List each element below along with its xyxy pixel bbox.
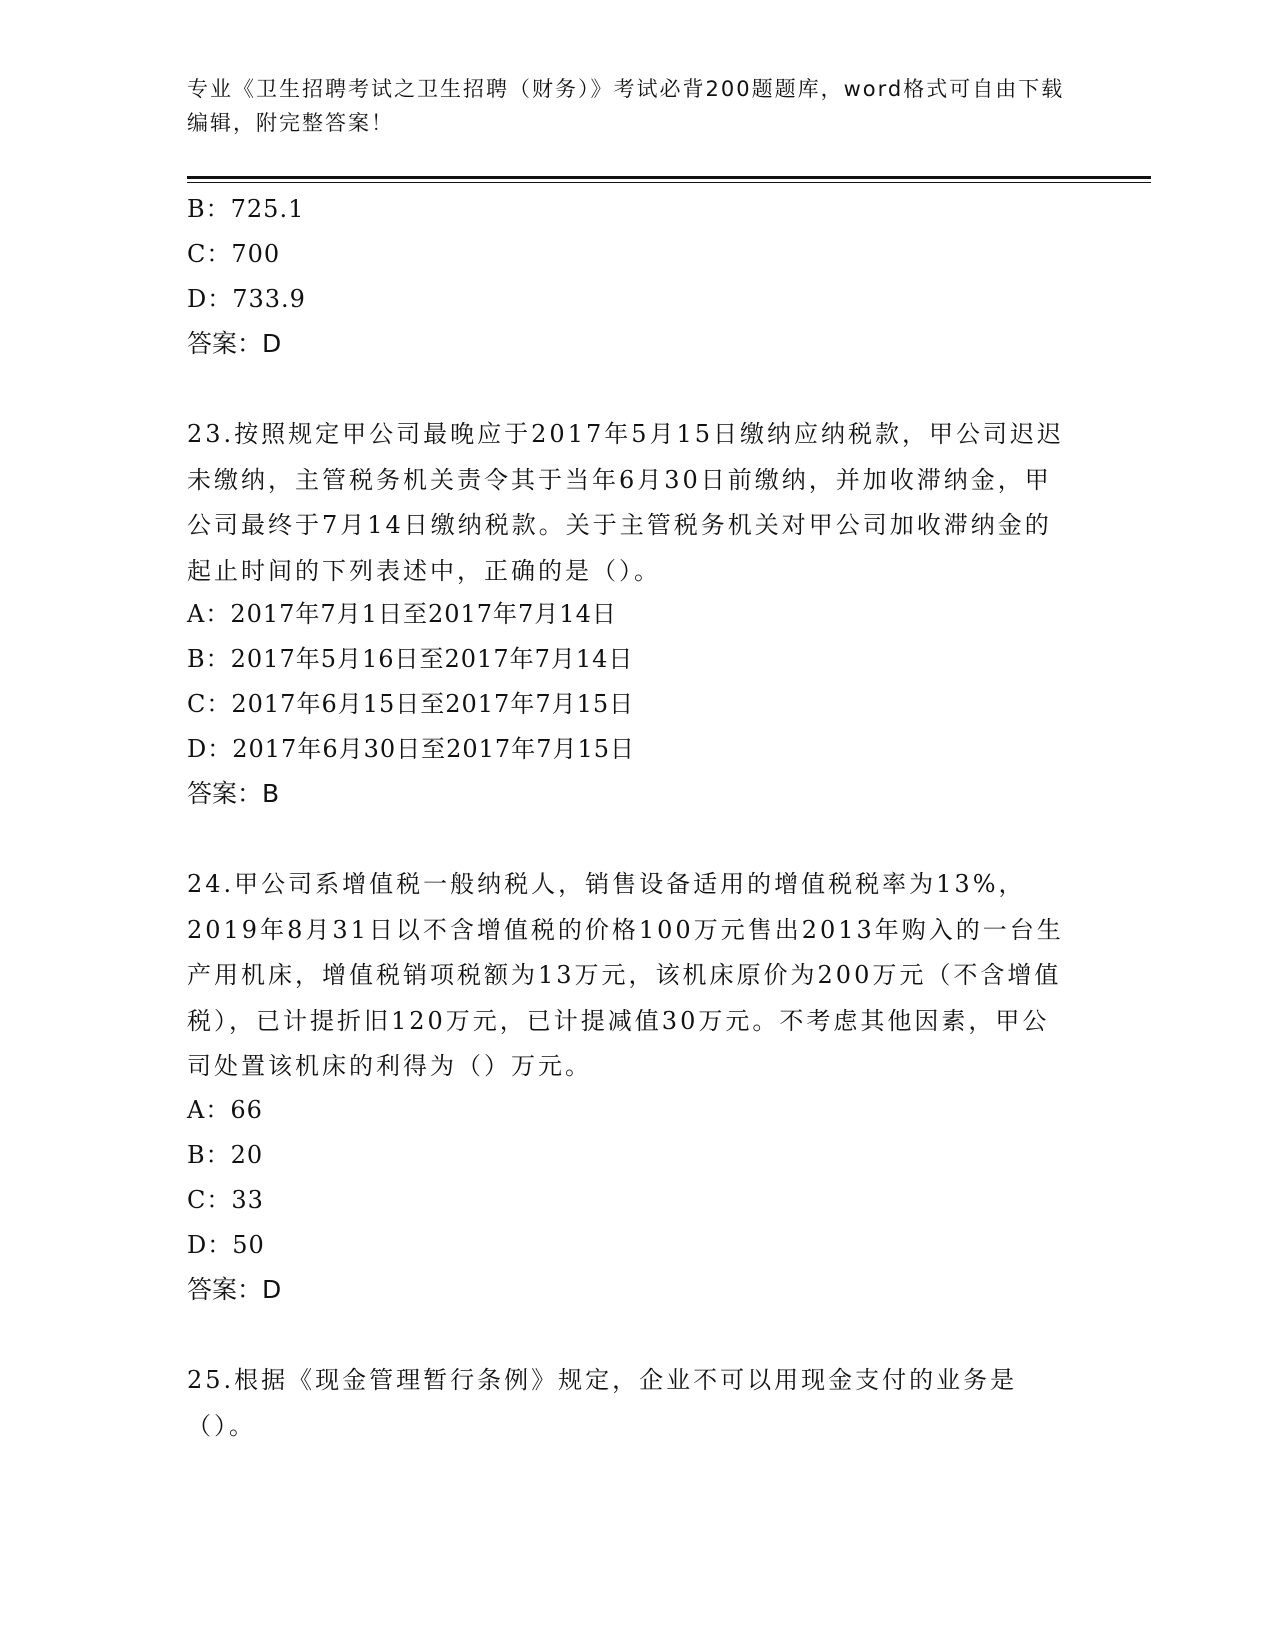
header-rule-thick — [187, 176, 1151, 179]
q25-stem: 25.根据《现金管理暂行条例》规定，企业不可以用现金支付的业务是（）。 — [187, 1366, 1018, 1440]
q22-answer: 答案：D — [187, 329, 282, 358]
q23-option-d: D：2017年6月30日至2017年7月15日 — [187, 735, 636, 763]
q22-option-d: D：733.9 — [187, 285, 306, 313]
q24-option-a: A：66 — [187, 1096, 263, 1124]
q23-answer: 答案：B — [187, 779, 280, 808]
q24-option-d: D：50 — [187, 1231, 265, 1259]
header-rule-thin — [187, 182, 1151, 183]
q23-option-a: A：2017年7月1日至2017年7月14日 — [187, 600, 617, 628]
q24-option-c: C：33 — [187, 1186, 264, 1214]
q23-stem: 23.按照规定甲公司最晚应于2017年5月15日缴纳应纳税款，甲公司迟迟未缴纳，主管税务机关责令其于当年6月30日前缴纳，并加收滞纳金，甲公司最终于7月14日缴纳税款。关于主管税务机关对甲公司加收滞纳金的起止时间的下列表述中，正确的是（）。 — [187, 420, 1065, 585]
q23-option-c: C：2017年6月15日至2017年7月15日 — [187, 690, 635, 718]
q22-option-c: C：700 — [187, 240, 281, 268]
document-header: 专业《卫生招聘考试之卫生招聘（财务）》考试必背200题题库，word格式可自由下载编辑，附完整答案！ — [187, 77, 1065, 135]
q24-option-b: B：20 — [187, 1141, 264, 1169]
q23-option-b: B：2017年5月16日至2017年7月14日 — [187, 645, 634, 673]
q22-option-b: B：725.1 — [187, 195, 305, 223]
q24-stem: 24.甲公司系增值税一般纳税人，销售设备适用的增值税税率为13%，2019年8月31日以不含增值税的价格100万元售出2013年购入的一台生产用机床，增值税销项税额为13万元，该机床原价为200万元（不含增值税），已计提折旧120万元，已计提减值30万元。不考虑其他因素，甲公司处置该机床的利得为（）万元。 — [187, 870, 1064, 1080]
q24-answer: 答案：D — [187, 1275, 282, 1304]
